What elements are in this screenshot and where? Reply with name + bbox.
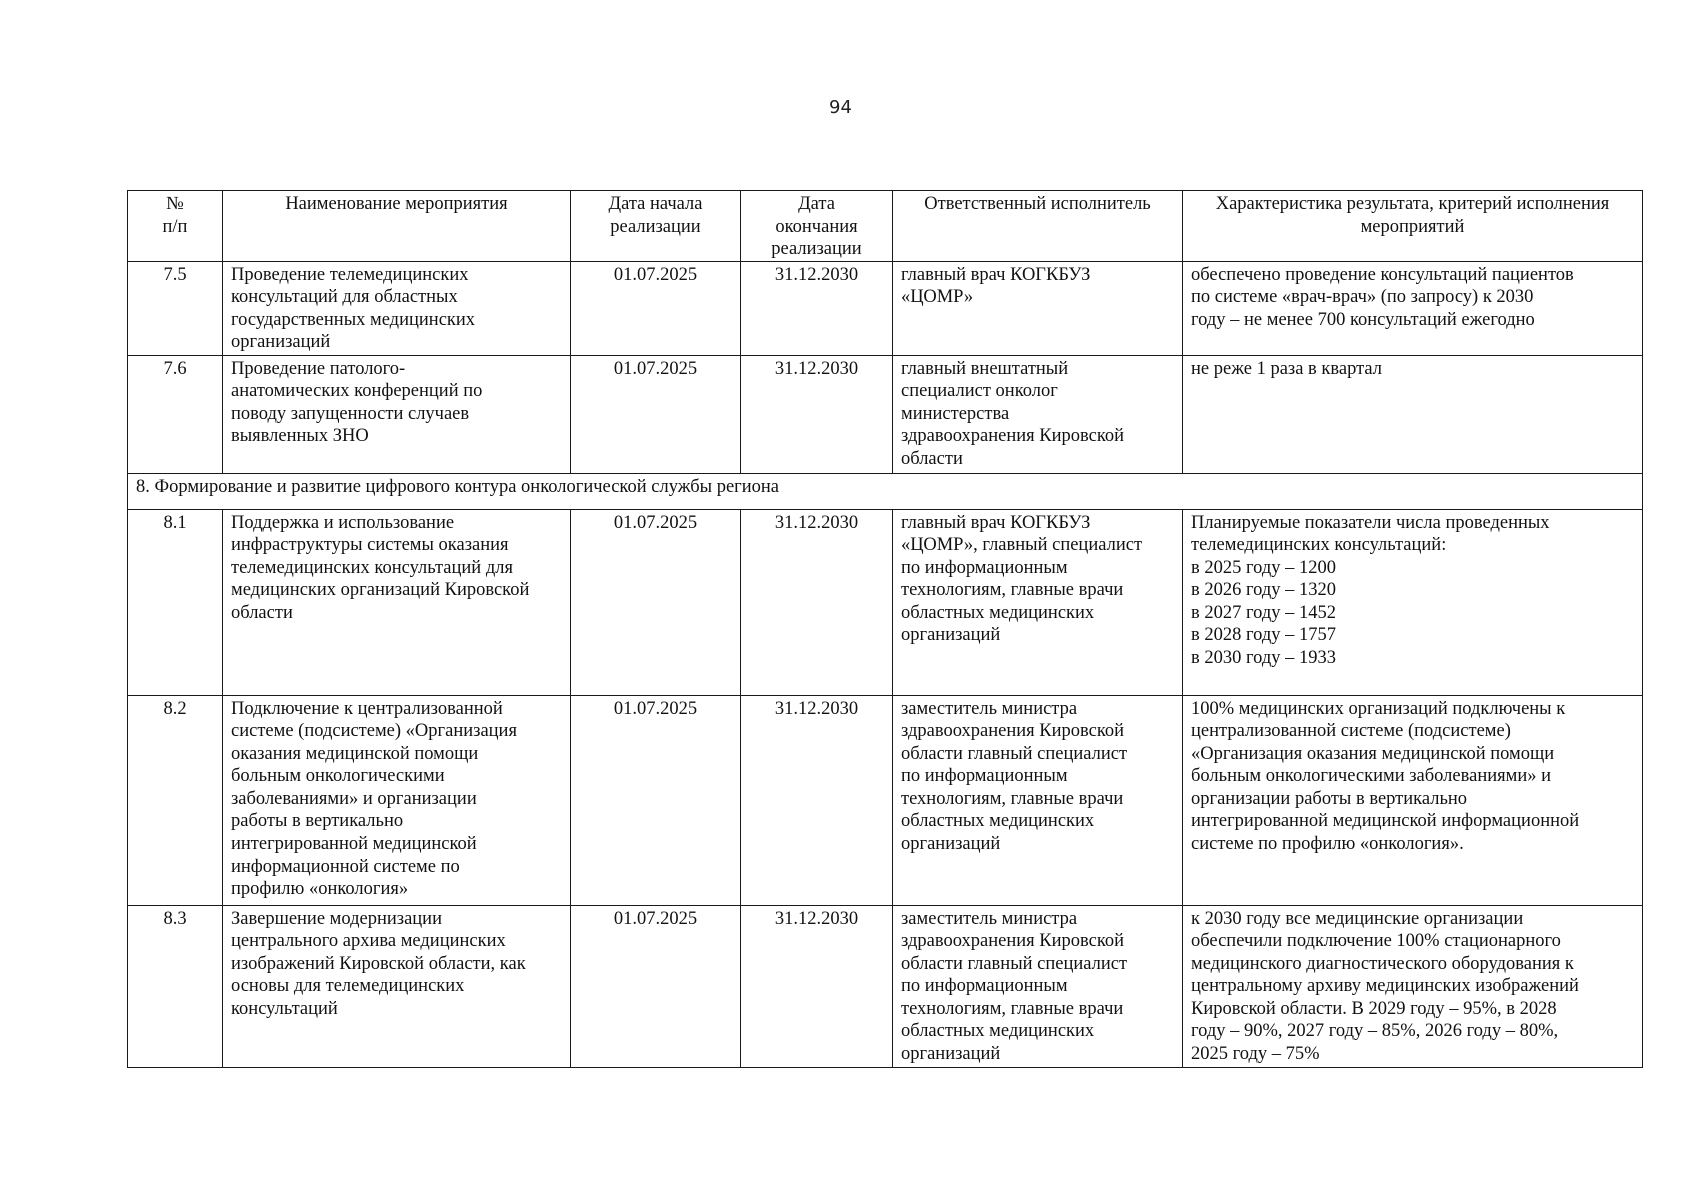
activity-name: Завершение модернизации центрального архива медицинских изображений Кировской области, как основы для телемедицинских консультаций bbox=[223, 905, 571, 1067]
row-number: 7.6 bbox=[128, 355, 223, 473]
header-activity-name: Наименование мероприятия bbox=[223, 191, 571, 262]
activity-name: Проведение патолого- анатомических конференций по поводу запущенности случаев выявленных ЗНО bbox=[223, 355, 571, 473]
table-row bbox=[128, 509, 1643, 695]
row-number: 8.1 bbox=[128, 509, 223, 695]
executor: заместитель министра здравоохранения Кировской области главный специалист по информационным технологиям, главные врачи областных медицинских организаций bbox=[893, 905, 1183, 1067]
result: обеспечено проведение консультаций пациентов по системе «врач-врач» (по запросу) к 2030 году – не менее 700 консультаций ежегодно bbox=[1183, 261, 1643, 355]
start-date: 01.07.2025 bbox=[571, 905, 741, 1067]
section-title: 8. Формирование и развитие цифрового контура онкологической службы региона bbox=[128, 473, 1643, 509]
result: Планируемые показатели числа проведенных телемедицинских консультаций: в 2025 году – 1200 в 2026 году – 1320 в 2027 году – 1452 в 2028 году – 1757 в 2030 году – 1933 bbox=[1183, 509, 1643, 695]
activity-name: Проведение телемедицинских консультаций для областных государственных медицинских организаций bbox=[223, 261, 571, 355]
section-header-row bbox=[128, 473, 1643, 509]
table-row bbox=[128, 695, 1643, 905]
result: 100% медицинских организаций подключены к централизованной системе (подсистеме) «Организация оказания медицинской помощи больным онкологическими заболеваниями» и организации работы в вертикально интегрированной медицинской информационной системе по профилю «онкология». bbox=[1183, 695, 1643, 905]
executor: главный врач КОГКБУЗ «ЦОМР», главный специалист по информационным технологиям, главные врачи областных медицинских организаций bbox=[893, 509, 1183, 695]
start-date: 01.07.2025 bbox=[571, 261, 741, 355]
result: к 2030 году все медицинские организации обеспечили подключение 100% стационарного медицинского диагностического оборудования к центральному архиву медицинских изображений Кировской области. В 2029 году – 95%, в 2028 году – 90%, 2027 году – 85%, 2026 году – 80%, 2025 году – 75% bbox=[1183, 905, 1643, 1067]
table-row bbox=[128, 905, 1643, 1067]
executor: главный врач КОГКБУЗ «ЦОМР» bbox=[893, 261, 1183, 355]
executor: главный внештатный специалист онколог министерства здравоохранения Кировской области bbox=[893, 355, 1183, 473]
end-date: 31.12.2030 bbox=[741, 261, 893, 355]
row-number: 7.5 bbox=[128, 261, 223, 355]
end-date: 31.12.2030 bbox=[741, 509, 893, 695]
activity-name: Поддержка и использование инфраструктуры системы оказания телемедицинских консультаций для медицинских организаций Кировской области bbox=[223, 509, 571, 695]
header-number: № п/п bbox=[128, 191, 223, 262]
row-number: 8.2 bbox=[128, 695, 223, 905]
start-date: 01.07.2025 bbox=[571, 695, 741, 905]
table-row bbox=[128, 355, 1643, 473]
header-end-date: Дата окончания реализации bbox=[741, 191, 893, 262]
result: не реже 1 раза в квартал bbox=[1183, 355, 1643, 473]
row-number: 8.3 bbox=[128, 905, 223, 1067]
table-row bbox=[128, 261, 1643, 355]
header-start-date: Дата начала реализации bbox=[571, 191, 741, 262]
executor: заместитель министра здравоохранения Кировской области главный специалист по информационным технологиям, главные врачи областных медицинских организаций bbox=[893, 695, 1183, 905]
start-date: 01.07.2025 bbox=[571, 355, 741, 473]
page-number: 94 bbox=[829, 97, 852, 118]
activities-table bbox=[127, 190, 1643, 1068]
end-date: 31.12.2030 bbox=[741, 905, 893, 1067]
table-header-row bbox=[128, 191, 1643, 262]
end-date: 31.12.2030 bbox=[741, 695, 893, 905]
end-date: 31.12.2030 bbox=[741, 355, 893, 473]
activity-name: Подключение к централизованной системе (подсистеме) «Организация оказания медицинской помощи больным онкологическими заболеваниями» и организации работы в вертикально интегрированной медицинской информационной системе по профилю «онкология» bbox=[223, 695, 571, 905]
start-date: 01.07.2025 bbox=[571, 509, 741, 695]
header-executor: Ответственный исполнитель bbox=[893, 191, 1183, 262]
header-result: Характеристика результата, критерий исполнения мероприятий bbox=[1183, 191, 1643, 262]
